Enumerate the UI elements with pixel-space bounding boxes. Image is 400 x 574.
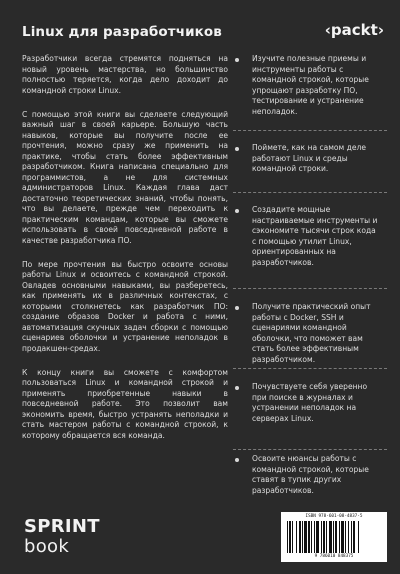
divider bbox=[233, 368, 387, 369]
bullet-icon bbox=[235, 458, 239, 462]
isbn-text: ISBN 978-601-08-4837-5 bbox=[305, 514, 363, 519]
header bbox=[22, 20, 384, 46]
description-paragraph: По мере прочтения вы быстро освоите основы работы Linux и освоитесь с командной строкой. Овладев основными навыками, вы разберетесь, как применять их в различных контекстах, с которыми столкнетесь как разработчик ПО: создание образов Docker и работа с ними, автоматизация скучных задач сборки с помощью сценариев оболочки и устранение неполадок в продакшен-средах. bbox=[22, 259, 228, 353]
sprint-book-logo: SPRINT book bbox=[24, 516, 100, 557]
divider bbox=[233, 192, 387, 193]
description-paragraph: Разработчики всегда стремятся подняться на новый уровень мастерства, но большинство полностью теряется, когда дело доходит до командной строки Linux. bbox=[22, 54, 228, 95]
page-title: Linux для разработчиков bbox=[22, 24, 222, 40]
divider bbox=[233, 288, 387, 289]
bullet-icon bbox=[235, 306, 239, 310]
description-paragraph: К концу книги вы сможете с комфортом пользоваться Linux и командной строкой и применять приобретенные навыки в повседневной работе. Это позволит вам экономить время, быстро устранять неполадки и стать мастером работы с командной строкой, к которому обращается вся команда. bbox=[22, 367, 228, 440]
divider bbox=[233, 449, 387, 450]
isbn-barcode bbox=[281, 512, 387, 562]
publisher-logo: ‹packt› bbox=[324, 21, 384, 39]
bullet-icon bbox=[235, 209, 239, 213]
divider bbox=[233, 130, 387, 131]
features-list: Изучите полезные приемы и инструменты работы с командной строкой, которые упрощают разработку ПО, тестирование и устранение неполадок. Поймете, как на самом деле работают Linux и среды командной строки. Создадите мощные настраиваемые инструменты и сэкономите тысячи строк кода с помощью утилит Linux, ориентированных на разработчиков. Получите практический опыт работы с Docker, SSH и сценариями командной оболочки, что поможет вам стать более эффективным разработчиком. Почувствуете себя уверенно при поиске в журналах и устранении неполадок на серверах Linux. Освоите нюансы работы с командной строкой, которые ставят в тупик других разработчиков. bbox=[233, 54, 387, 509]
barcode-number: 9 786010 848375 bbox=[314, 554, 354, 559]
description-column bbox=[22, 54, 228, 455]
bullet-icon bbox=[235, 386, 239, 390]
bullet-icon bbox=[235, 58, 239, 62]
bullet-icon bbox=[235, 147, 239, 151]
barcode-icon bbox=[285, 521, 383, 553]
description-paragraph: С помощью этой книги вы сделаете следующий важный шаг в своей карьере. Большую часть навыков, которые вы получите после ее прочтения, можно сразу же применить на практике, чтобы стать более эффективным разработчиком. Книга написана специально для программистов, а не для системных администраторов Linux. Каждая глава даст достаточно теоретических знаний, чтобы понять, что вы делаете, прежде чем переходить к практическим командам, которые вы сможете использовать в своей повседневной работе в качестве разработчика ПО. bbox=[22, 109, 228, 245]
